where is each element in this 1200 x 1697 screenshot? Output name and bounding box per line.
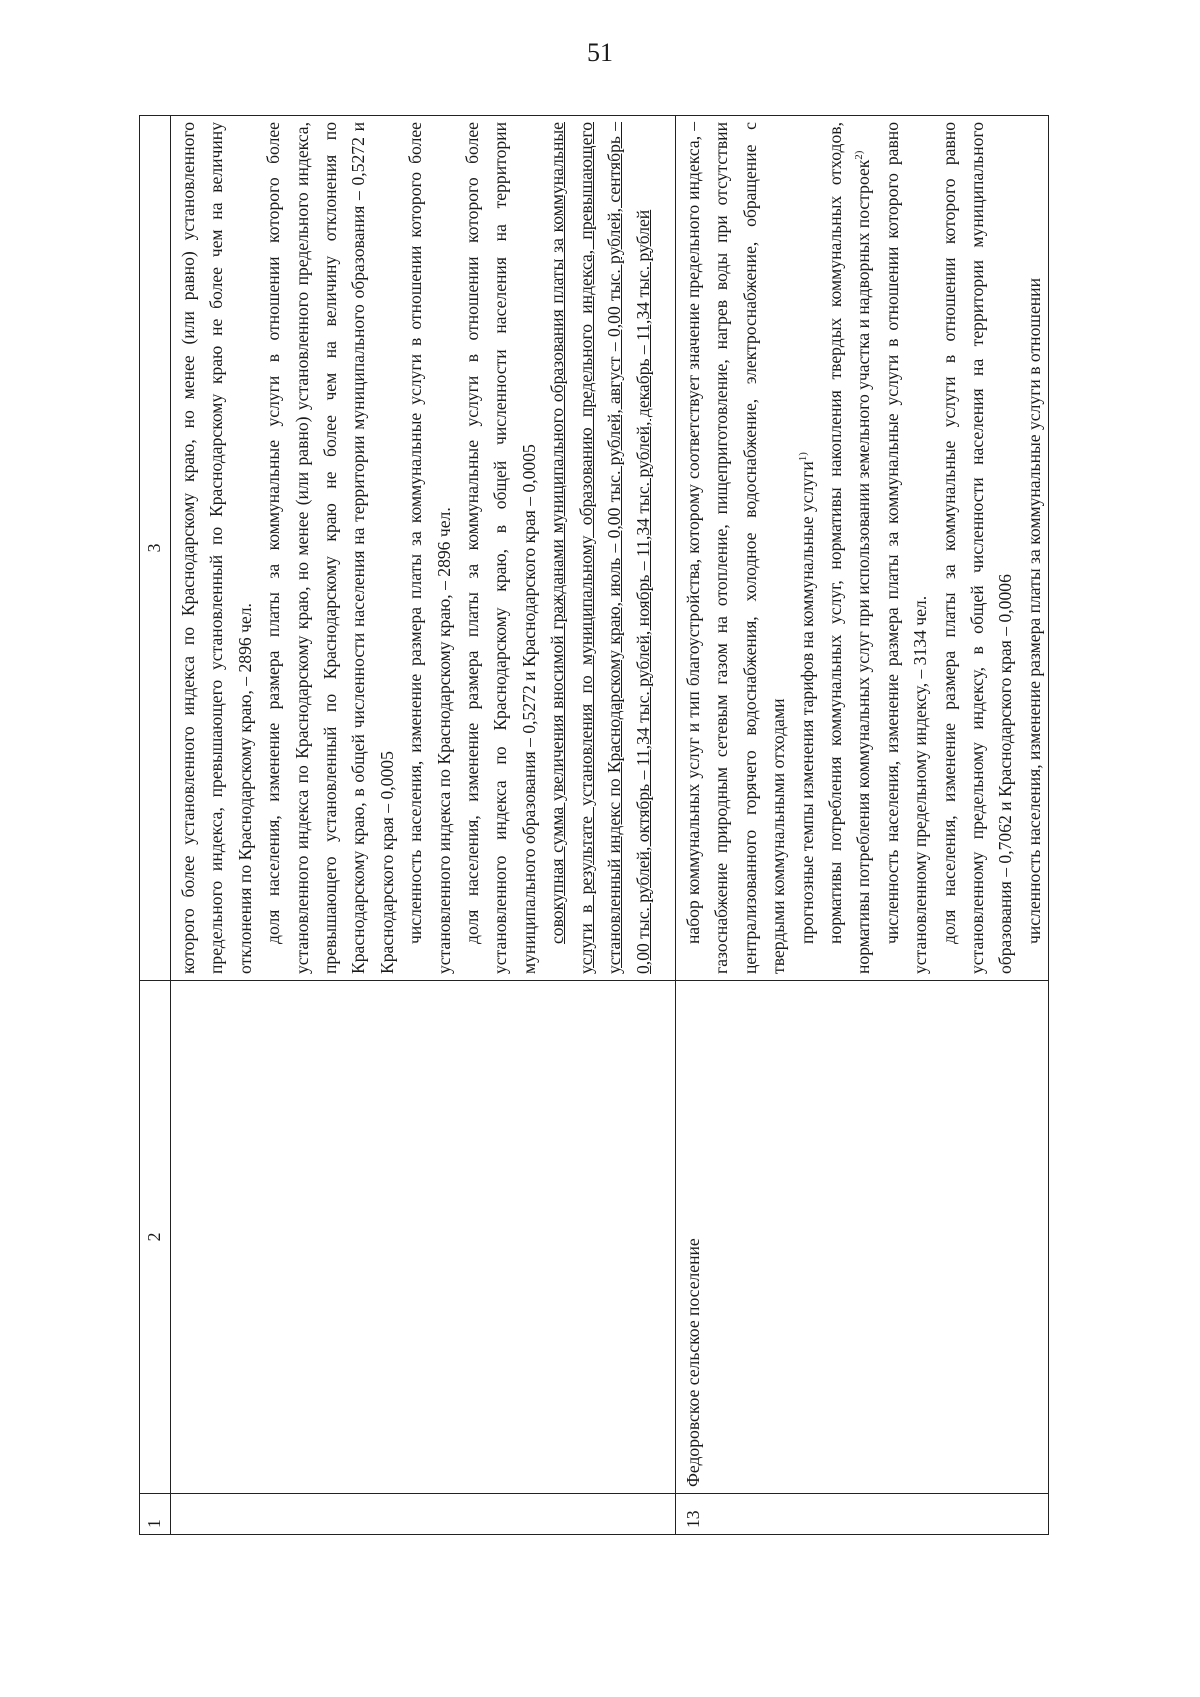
table-row [676, 116, 1049, 1535]
paragraph: которого более установленного индекса по Краснодарскому краю, но менее (или равно) установленного предельного индекса, превышающего установленный по Краснодарскому краю не более чем на величину отклонения по Краснодарскому краю, – 2896 чел. [178, 122, 255, 974]
footnote-ref: 2) [853, 150, 866, 160]
footnote-ref: 1) [796, 452, 809, 462]
paragraph-text: нормативы потребления коммунальных услуг, нормативы накопления твердых коммунальных отходов, нормативы потребления коммунальных услуг при использовании земельного участка и надворных построек [825, 122, 874, 974]
paragraph [793, 122, 821, 974]
page-number: 51 [587, 38, 613, 67]
paragraph-text: прогнозные темпы изменения тарифов на коммунальные услуги [796, 461, 817, 944]
paragraph: доля населения, изменение размера платы за коммунальные услуги в отношении которого равно установленному предельному индексу, в общей численности населения на территории муниципального образования – 0,7062 и Краснодарского края – 0,0006 [938, 122, 1016, 974]
header-col-1: 1 [140, 1494, 171, 1535]
municipality-name: Федоровское сельское поселение [676, 981, 1049, 1494]
table-row [171, 116, 676, 1535]
paragraph: доля населения, изменение размера платы за коммунальные услуги в отношении которого более установленного индекса по Краснодарскому краю, в общей численности населения на территории муниципального образования – 0,5272 и Краснодарского края – 0,0005 [462, 122, 539, 974]
data-table [139, 115, 1049, 1535]
paragraph [821, 122, 878, 974]
table-header-row [140, 116, 171, 1535]
paragraph: численность населения, изменение размера платы за коммунальные услуги в отношении которого более установленного индекса по Краснодарскому краю, – 2896 чел. [405, 122, 454, 974]
header-col-2: 2 [140, 981, 171, 1494]
paragraph: набор коммунальных услуг и тип благоустройства, которому соответствует значение предельного индекса, – газоснабжение природным сетевым газом на отопление, пищеприготовление, нагрев воды при отсутствии централизованного горячего водоснабжения, холодное водоснабжение, электроснабжение, обращение с твердыми коммунальными отходами [683, 122, 789, 974]
paragraph: доля населения, изменение размера платы за коммунальные услуги в отношении которого более установленного индекса по Краснодарскому краю, но менее (или равно) установленного предельного индекса, превышающего установленный по Краснодарскому краю не более чем на величину отклонения по Краснодарскому краю, в общей численности населения на территории муниципального образования – 0,5272 и Краснодарского края – 0,0005 [263, 122, 397, 974]
rotated-table-container [139, 115, 1046, 1535]
row-number [171, 1494, 676, 1535]
row-description [676, 116, 1049, 981]
paragraph: численность населения, изменение размера платы за коммунальные услуги в отношении которого равно установленному предельному индексу, – 3134 чел. [881, 122, 931, 974]
row-description [171, 116, 676, 981]
paragraph: совокупная сумма увеличения вносимой гражданами муниципального образования платы за коммунальные услуги в результате установления по муниципальному образованию предельного индекса, превышающего установленный индекс по Краснодарскому краю, июль – 0,00 тыс. рублей, август – 0,00 тыс. рублей, сентябрь – 0,00 тыс. рублей, октябрь – 11,34 тыс. рублей, ноябрь – 11,34 тыс. рублей, декабрь – 11,34 тыс. рублей [547, 122, 653, 974]
header-col-3: 3 [140, 116, 171, 981]
paragraph: численность населения, изменение размера платы за коммунальные услуги в отношении [1023, 278, 1044, 944]
row-number: 13 [676, 1494, 1049, 1535]
municipality-name [171, 981, 676, 1494]
